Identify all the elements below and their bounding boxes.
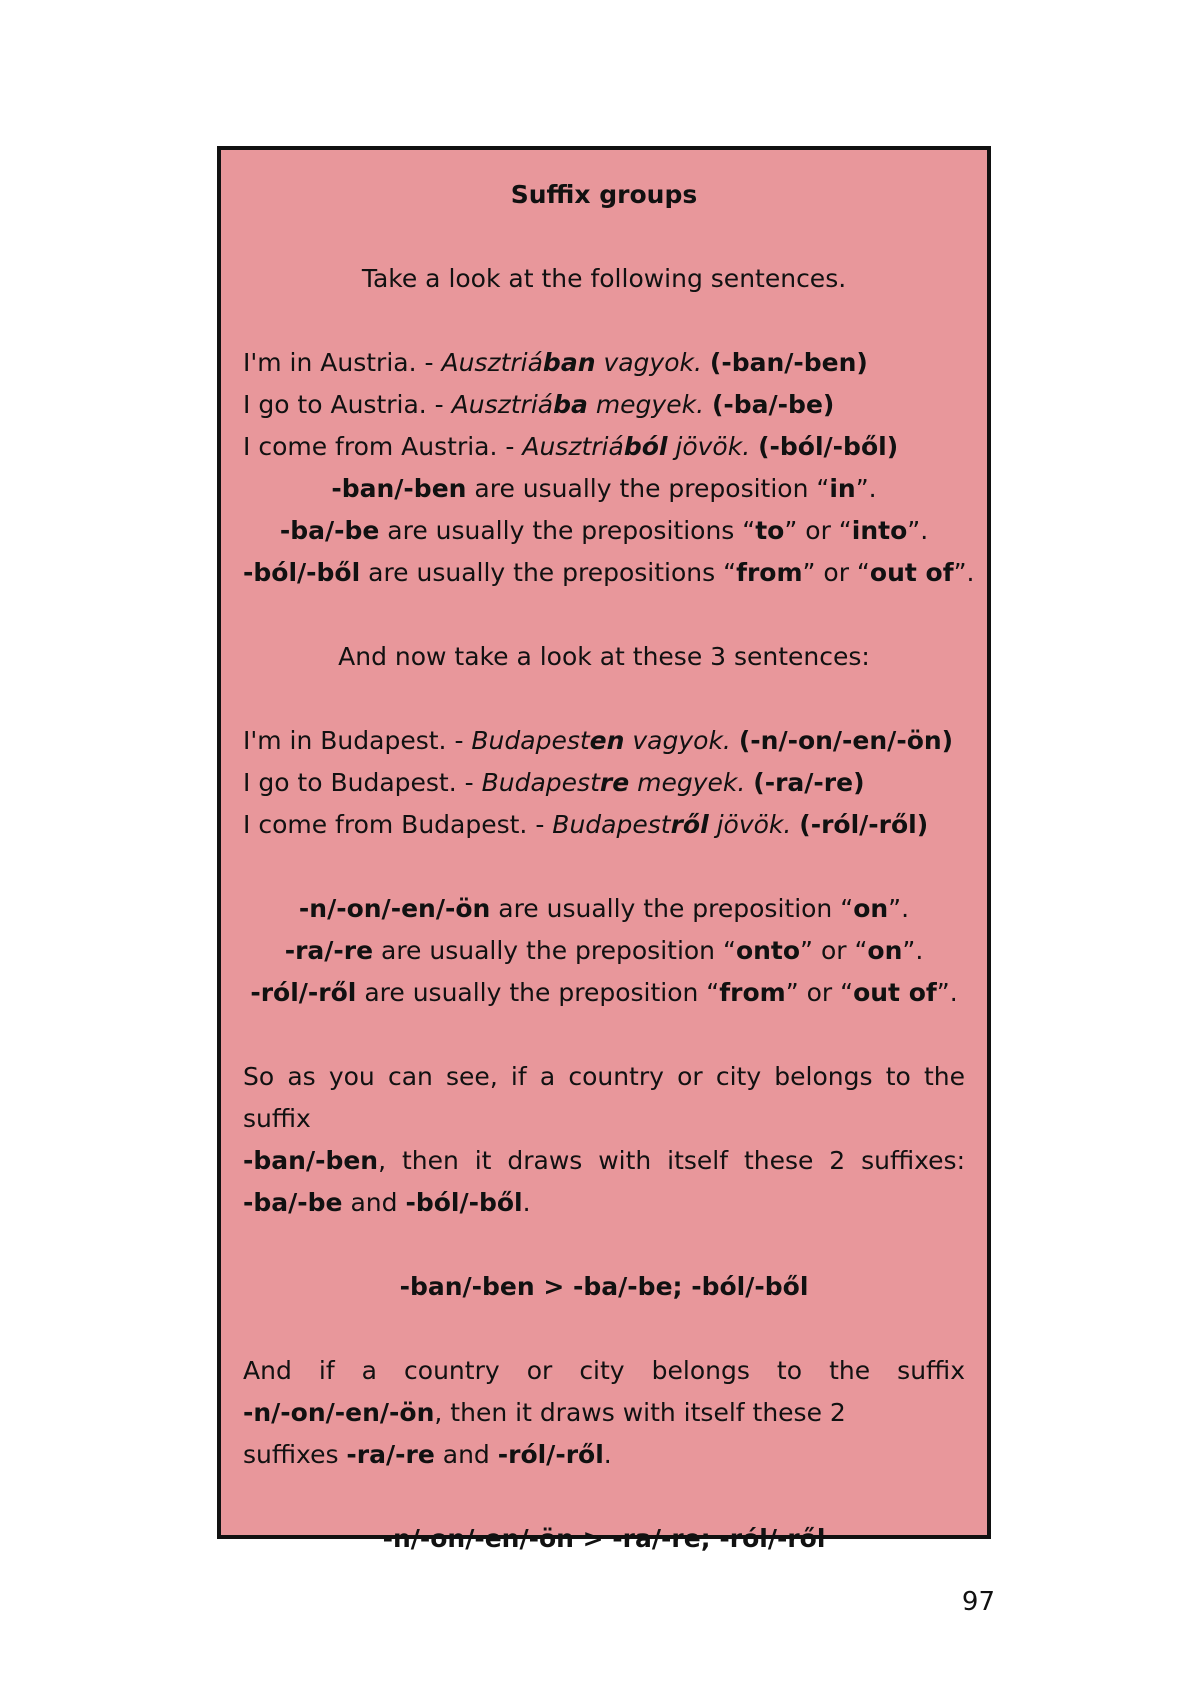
rule-n-on-en-on: -n/-on/-en/-ön > -ra/-re; -ról/-ről	[382, 1524, 826, 1553]
paragraph-line: So as you can see, if a country or city belongs to the suffix	[243, 1062, 965, 1133]
example-sentence: I'm in Budapest. - Budapesten vagyok. (-n/-on/-en/-ön)	[243, 726, 954, 755]
budapest-notes	[243, 888, 965, 1014]
example-sentence: I go to Austria. - Ausztriába megyek. (-ba/-be)	[243, 390, 835, 419]
paragraph-n-on-en-on	[243, 1350, 965, 1476]
paragraph-line: -ban/-ben, then it draws with itself these 2 suffixes:	[243, 1146, 965, 1175]
page-number: 97	[961, 1587, 995, 1617]
paragraph-ban-ben	[243, 1056, 965, 1224]
intro-text: Take a look at the following sentences.	[361, 264, 847, 293]
suffix-note: -ra/-re are usually the preposition “onto” or “on”.	[284, 936, 924, 965]
example-sentence: I come from Budapest. - Budapestről jövök. (-ról/-ről)	[243, 810, 929, 839]
budapest-examples	[243, 720, 965, 846]
suffix-note: -ba/-be are usually the prepositions “to” or “into”.	[279, 516, 929, 545]
paragraph-line: And if a country or city belongs to the suffix	[243, 1356, 965, 1385]
paragraph-line: suffixes -ra/-re and -ról/-ről.	[243, 1440, 612, 1469]
austria-examples	[243, 342, 965, 468]
paragraph-line: -ba/-be and -ból/-ből.	[243, 1188, 531, 1217]
paragraph-line: -n/-on/-en/-ön, then it draws with itself these 2	[243, 1398, 846, 1427]
suffix-note: -ból/-ből are usually the prepositions “from” or “out of”.	[243, 558, 975, 587]
suffix-note: -ban/-ben are usually the preposition “in”.	[331, 474, 877, 503]
example-sentence: I come from Austria. - Ausztriából jövök. (-ból/-ből)	[243, 432, 899, 461]
suffix-note: -ról/-ről are usually the preposition “from” or “out of”.	[250, 978, 958, 1007]
example-sentence: I'm in Austria. - Ausztriában vagyok. (-ban/-ben)	[243, 348, 868, 377]
example-sentence: I go to Budapest. - Budapestre megyek. (-ra/-re)	[243, 768, 865, 797]
box-title: Suffix groups	[510, 180, 698, 209]
transition-text: And now take a look at these 3 sentences:	[338, 642, 870, 671]
suffix-note: -n/-on/-en/-ön are usually the preposition “on”.	[298, 894, 910, 923]
austria-notes	[243, 468, 975, 594]
rule-ban-ben: -ban/-ben > -ba/-be; -ból/-ből	[399, 1272, 809, 1301]
suffix-groups-box	[217, 146, 991, 1553]
